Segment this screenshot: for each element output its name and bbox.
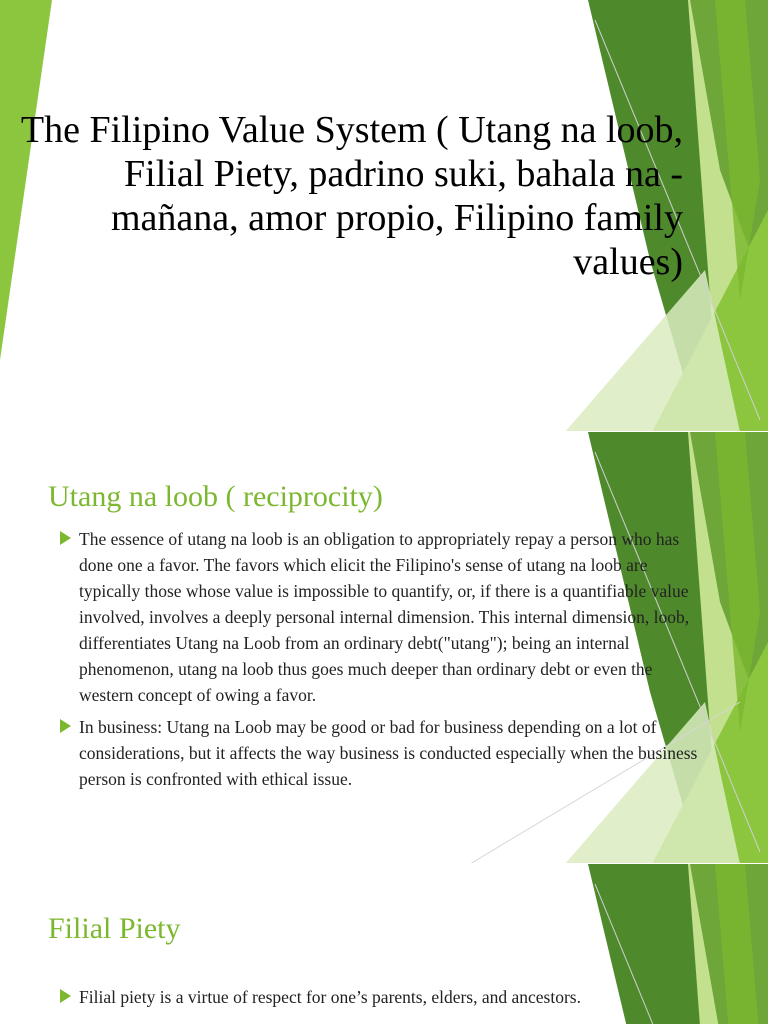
bullet-text: In business: Utang na Loob may be good or bad for business depending on a lot of considerations, but it affects the way business is conducted especially when the business person is confronted with ethical issue. <box>79 717 698 789</box>
bullet-list <box>60 984 660 1016</box>
triangle-bullet-icon <box>60 531 71 545</box>
bullet-text: Filial piety is a virtue of respect for one’s parents, elders, and ancestors. <box>79 987 581 1007</box>
bullet-item <box>60 714 708 792</box>
filial-piety-slide <box>0 864 768 1024</box>
title-slide <box>0 0 768 432</box>
triangle-bullet-icon <box>60 989 71 1003</box>
bullet-item <box>60 984 660 1010</box>
bullet-item <box>60 526 708 708</box>
triangle-bullet-icon <box>60 719 71 733</box>
bullet-list <box>60 526 708 798</box>
slide-title: The Filipino Value System ( Utang na loob, Filial Piety, padrino suki, bahala na - mañana, amor propio, Filipino family values) <box>20 109 683 283</box>
utang-na-loob-slide <box>0 432 768 864</box>
slide-heading: Filial Piety <box>48 912 181 945</box>
bullet-text: The essence of utang na loob is an obligation to appropriately repay a person who has done one a favor. The favors which elicit the Filipino's sense of utang na loob are typically those whose value is impossible to quantify, or, if there is a quantifiable value involved, involves a deeply personal internal dimension. This internal dimension, loob, differentiates Utang na Loob from an ordinary debt("utang"); being an internal phenomenon, utang na loob thus goes much deeper than ordinary debt or even the western concept of owing a favor. <box>79 529 690 705</box>
slide-heading: Utang na loob ( reciprocity) <box>48 480 383 513</box>
